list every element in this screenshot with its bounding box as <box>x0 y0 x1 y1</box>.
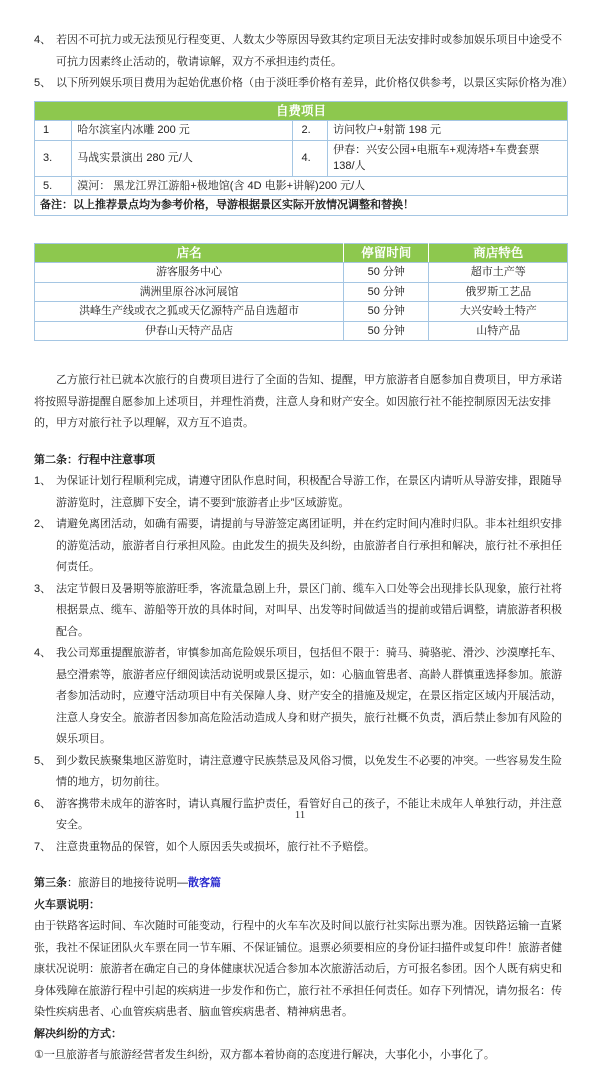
fee-item: 哈尔滨室内冰雕 200 元 <box>72 121 293 141</box>
table-row <box>35 140 568 176</box>
shop-name: 满洲里原谷冰河展馆 <box>35 282 344 302</box>
fee-table-title: 自费项目 <box>35 101 568 121</box>
shop-time: 50 分钟 <box>344 321 429 341</box>
shop-feature: 山特产品 <box>429 321 568 341</box>
shop-col-header: 店名 <box>35 243 344 263</box>
shop-name: 洪峰生产线或衣之狐或天亿源特产品自选超市 <box>35 302 344 322</box>
list-item <box>34 837 568 859</box>
list-item-text: 注意贵重物品的保管，如个人原因丢失或损坏，旅行社不予赔偿。 <box>56 840 375 853</box>
list-item <box>34 643 568 751</box>
agreement-paragraph: 乙方旅行社已就本次旅行的自费项目进行了全面的告知、提醒，甲方旅游者自愿参加自费项目，甲方承诺将按照导游提醒自愿参加上述项目，并理性消费，注意人身和财产安全。如因旅行社不能控制原因无法安排的，甲方对旅行社予以理解，双方互不追责。 <box>34 374 562 429</box>
shop-col-header: 商店特色 <box>429 243 568 263</box>
list-item <box>34 30 568 73</box>
table-row <box>35 196 568 216</box>
list-item-text: 请避免离团活动，如确有需要，请提前与导游签定离团证明，并在约定时间内准时归队。非本社组织安排的游览活动，旅游者自行承担风险。由此发生的损失及纠纷，由旅游者自行承担和解决，旅行社不承担任何责任。 <box>56 518 562 573</box>
page-number: 11 <box>294 808 306 821</box>
fee-item: 马战实景演出 280 元/人 <box>72 140 293 176</box>
list-item-number: 4、 <box>34 34 52 46</box>
section3-heading-mid: ：旅游目的地接待说明— <box>67 877 188 889</box>
fee-no: 5. <box>35 176 72 196</box>
shop-name: 游客服务中心 <box>35 263 344 283</box>
list-item-number: 5、 <box>34 754 52 767</box>
table-row <box>35 302 568 322</box>
fee-item: 漠河： 黑龙江界江游船+极地馆(含 4D 电影+讲解)200 元/人 <box>72 176 568 196</box>
list-item-text: 为保证计划行程顺利完成，请遵守团队作息时间，积极配合导游工作，在景区内请听从导游安排，跟随导游游览时，注意脚下安全，请不要到“旅游者止步”区域游览。 <box>56 475 562 509</box>
section2-heading: 第二条：行程中注意事项 <box>34 453 155 466</box>
fee-table-header-row <box>35 101 568 121</box>
shop-time: 50 分钟 <box>344 302 429 322</box>
fee-item: 伊春：兴安公园+电瓶车+观涛塔+车费套票 138/人 <box>328 140 568 176</box>
list-item <box>34 751 568 794</box>
list-item-number: 4、 <box>34 647 52 659</box>
list-item-text: 以下所列娱乐项目费用为起始优惠价格（由于淡旺季价格有差异，此价格仅供参考，以景区实际价格为准） <box>56 77 573 89</box>
list-item-number: 1、 <box>34 475 52 487</box>
fee-no: 4. <box>293 140 328 176</box>
table-row <box>35 263 568 283</box>
list-item-number: 3、 <box>34 582 52 595</box>
shop-table-header-row <box>35 243 568 263</box>
shop-feature: 超市土产等 <box>429 263 568 283</box>
section3-heading <box>34 873 568 895</box>
train-ticket-heading: 火车票说明： <box>34 898 100 911</box>
section3-heading-prefix: 第三条 <box>34 877 67 889</box>
dispute-heading: 解决纠纷的方式： <box>34 1027 122 1040</box>
table-row <box>35 321 568 341</box>
table-row <box>35 176 568 196</box>
section3-heading-highlight: 散客篇 <box>188 877 221 889</box>
shop-name: 伊春山天特产品店 <box>35 321 344 341</box>
intro-list <box>34 30 573 95</box>
list-item-number: 5、 <box>34 77 52 89</box>
fee-no: 1 <box>35 121 72 141</box>
list-item <box>34 73 573 95</box>
list-item-text: 我公司郑重提醒旅游者，审慎参加高危险娱乐项目，包括但不限于：骑马、骑骆驼、滑沙、沙漠摩托车、悬空滑索等，旅游者应仔细阅读活动说明或景区提示，如：心脑血管患者、高龄人群慎重选择参加。旅游者参加活动时，应遵守活动项目中有关保障人身、财产安全的措施及规定，在景区指定区域内开展活动，注意人身安全。旅游者因参加高危险活动造成人身和财产损失，旅行社概不负责，酒后禁止参加有风险的娱乐项目。 <box>56 647 562 745</box>
shop-feature: 俄罗斯工艺品 <box>429 282 568 302</box>
shop-time: 50 分钟 <box>344 263 429 283</box>
shop-time: 50 分钟 <box>344 282 429 302</box>
list-item-text: 若因不可抗力或无法预见行程变更、人数太少等原因导致其约定项目无法安排时或参加娱乐项目中途受不可抗力因素终止活动的，敬请谅解，双方不承担违约责任。 <box>56 34 562 68</box>
shop-col-header: 停留时间 <box>344 243 429 263</box>
section2-list <box>34 471 568 858</box>
list-item-number: 6、 <box>34 797 52 810</box>
dispute-item: ①一旦旅游者与旅游经营者发生纠纷，双方都本着协商的态度进行解决，大事化小，小事化了。 <box>34 1049 495 1061</box>
list-item <box>34 514 568 579</box>
shop-feature: 大兴安岭土特产 <box>429 302 568 322</box>
list-item-number: 7、 <box>34 840 52 853</box>
fee-no: 2. <box>293 121 328 141</box>
fee-table-note: 备注：以上推荐景点均为参考价格，导游根据景区实际开放情况调整和替换！ <box>35 196 568 216</box>
list-item-number: 2、 <box>34 518 52 530</box>
list-item-text: 游客携带未成年的游客时，请认真履行监护责任，看管好自己的孩子，不能让未成年人单独行动，并注意安全。 <box>56 797 562 831</box>
list-item <box>34 471 568 514</box>
table-row <box>35 121 568 141</box>
table-row <box>35 282 568 302</box>
list-item <box>34 579 568 644</box>
fee-no: 3. <box>35 140 72 176</box>
train-ticket-paragraph: 由于铁路客运时间、车次随时可能变动，行程中的火车车次及时间以旅行社实际出票为准。因铁路运输一直紧张，我社不保证团队火车票在同一节车厢、不保证铺位。退票必须要相应的身份证扫描件或复印件！旅游者健康状况说明：旅游者在确定自己的身体健康状况适合参加本次旅游活动后，方可报名参团。因个人既有病史和身体残障在旅游行程中引起的疾病进一步发作和伤亡，旅行社不承担任何责任。如存下列情况，请勿报名：传染性疾病患者、心血管疾病患者、脑血管疾病患者、精神病患者。 <box>34 920 562 1018</box>
fee-item: 访问牧户+射箭 198 元 <box>328 121 568 141</box>
list-item-text: 到少数民族聚集地区游览时，请注意遵守民族禁忌及风俗习惯，以免发生不必要的冲突。一些容易发生险情的地方，切勿前往。 <box>56 754 562 788</box>
fee-table <box>34 101 568 216</box>
shop-table <box>34 243 568 342</box>
list-item-text: 法定节假日及暑期等旅游旺季，客流量急剧上升，景区门前、缆车入口处等会出现排长队现象，旅行社将根据景点、缆车、游船等开放的具体时间，对叫早、出发等时间做适当的提前或错后调整，请旅游者积极配合。 <box>56 582 562 638</box>
